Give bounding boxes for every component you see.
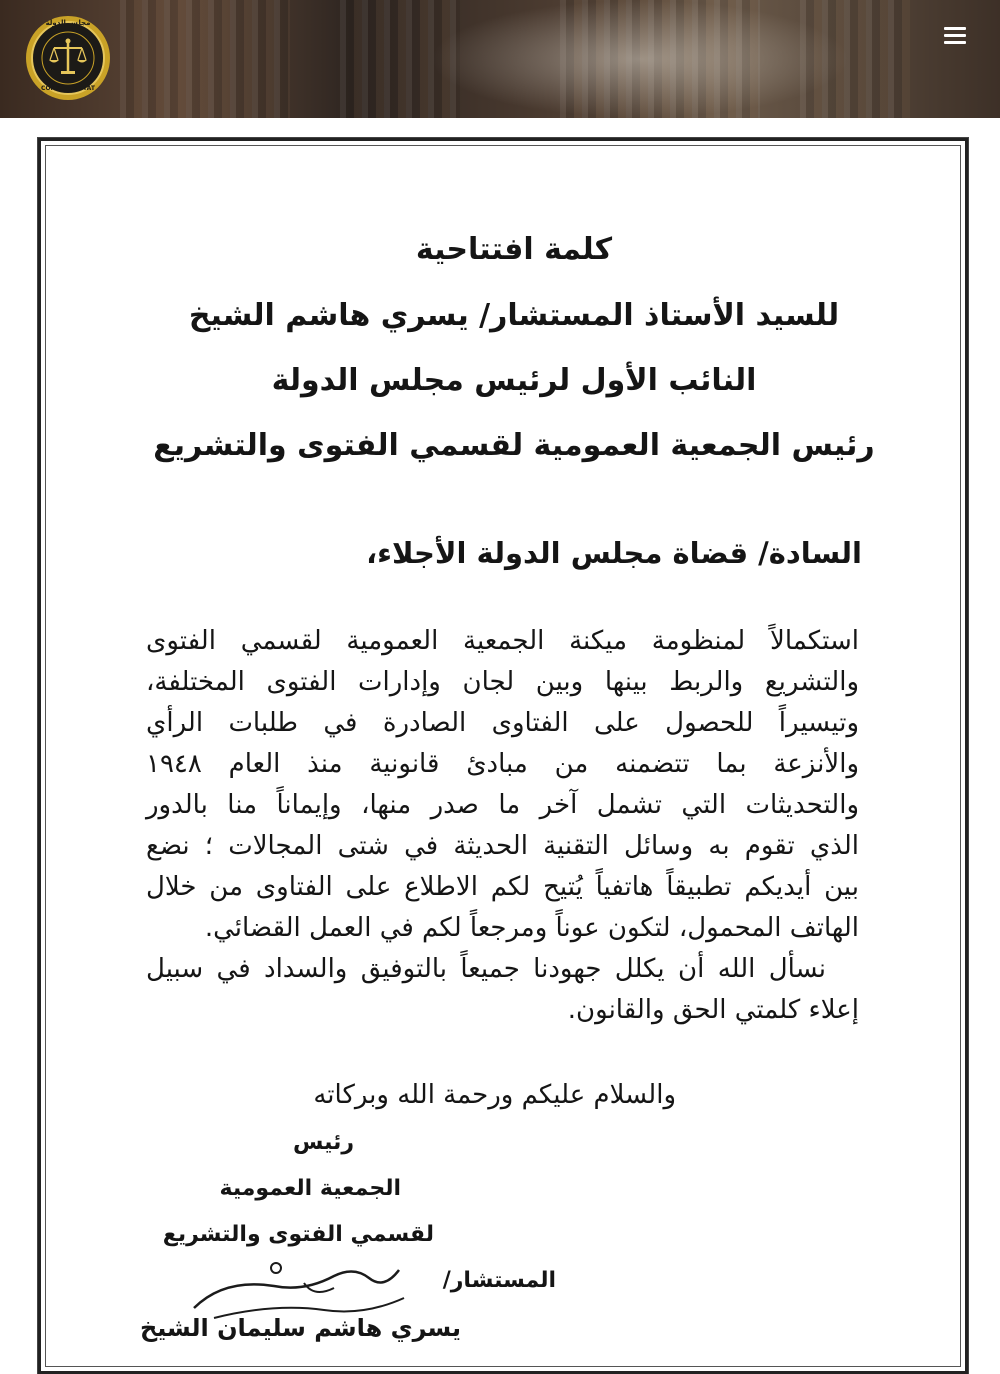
body-line: بين أيديكم تطبيقاً هاتفياً يُتيح لكم الاطلاع على الفتاوى من خلال: [146, 872, 859, 902]
signature-rank: المستشار/: [442, 1268, 556, 1293]
opening-letter-scan: [14, 118, 986, 1342]
body-line: الذي تقوم به وسائل التقنية الحديثة في شتى المجالات ؛ نضع: [146, 831, 859, 861]
position-line-2: رئيس الجمعية العمومية لقسمي الفتوى والتشريع: [153, 428, 875, 463]
body-line: استكمالاً لمنظومة ميكنة الجمعية العمومية لقسمي الفتوى: [146, 626, 859, 656]
body-line: وتيسيراً للحصول على الفتاوى الصادرة في طلبات الرأي: [146, 708, 859, 738]
speaker-line: للسيد الأستاذ المستشار/ يسري هاشم الشيخ: [188, 298, 840, 333]
signer-name: يسري هاشم سليمان الشيخ: [139, 1314, 461, 1342]
closing-greeting: والسلام عليكم ورحمة الله وبركاته: [313, 1080, 676, 1110]
site-header: [0, 0, 1000, 118]
body-line: والأنزعة بما تتضمنه من مبادئ قانونية منذ العام ١٩٤٨: [146, 749, 859, 779]
signature-title-2: الجمعية العمومية: [219, 1176, 401, 1201]
letter-title: كلمة افتتاحية: [415, 232, 613, 267]
header-background-light: [430, 0, 850, 118]
menu-button[interactable]: [936, 20, 974, 50]
council-of-state-logo[interactable]: [24, 14, 112, 102]
body-line: والتحديثات التي تشمل آخر ما صدر منها، وإيماناً منا بالدور: [146, 790, 859, 820]
signature-title-1: رئيس: [292, 1130, 354, 1155]
body-line: والتشريع والربط بينها وبين لجان وإدارات الفتوى المختلفة،: [146, 667, 859, 697]
header-background-books: [120, 0, 290, 118]
logo-arabic-text: مجلس الدولة: [45, 19, 91, 27]
position-line-1: النائب الأول لرئيس مجلس الدولة: [271, 363, 757, 398]
body-line: إعلاء كلمتي الحق والقانون.: [567, 995, 859, 1025]
body-line: الهاتف المحمول، لتكون عوناً ومرجعاً لكم في العمل القضائي.: [204, 913, 859, 943]
salutation: السادة/ قضاة مجلس الدولة الأجلاء،: [366, 536, 862, 570]
logo-french-text: CONSEIL D'ETAT: [41, 85, 95, 92]
body-line: نسأل الله أن يكلل جهودنا جميعاً بالتوفيق والسداد في سبيل: [146, 954, 826, 984]
signature-title-3: لقسمي الفتوى والتشريع: [162, 1222, 434, 1247]
